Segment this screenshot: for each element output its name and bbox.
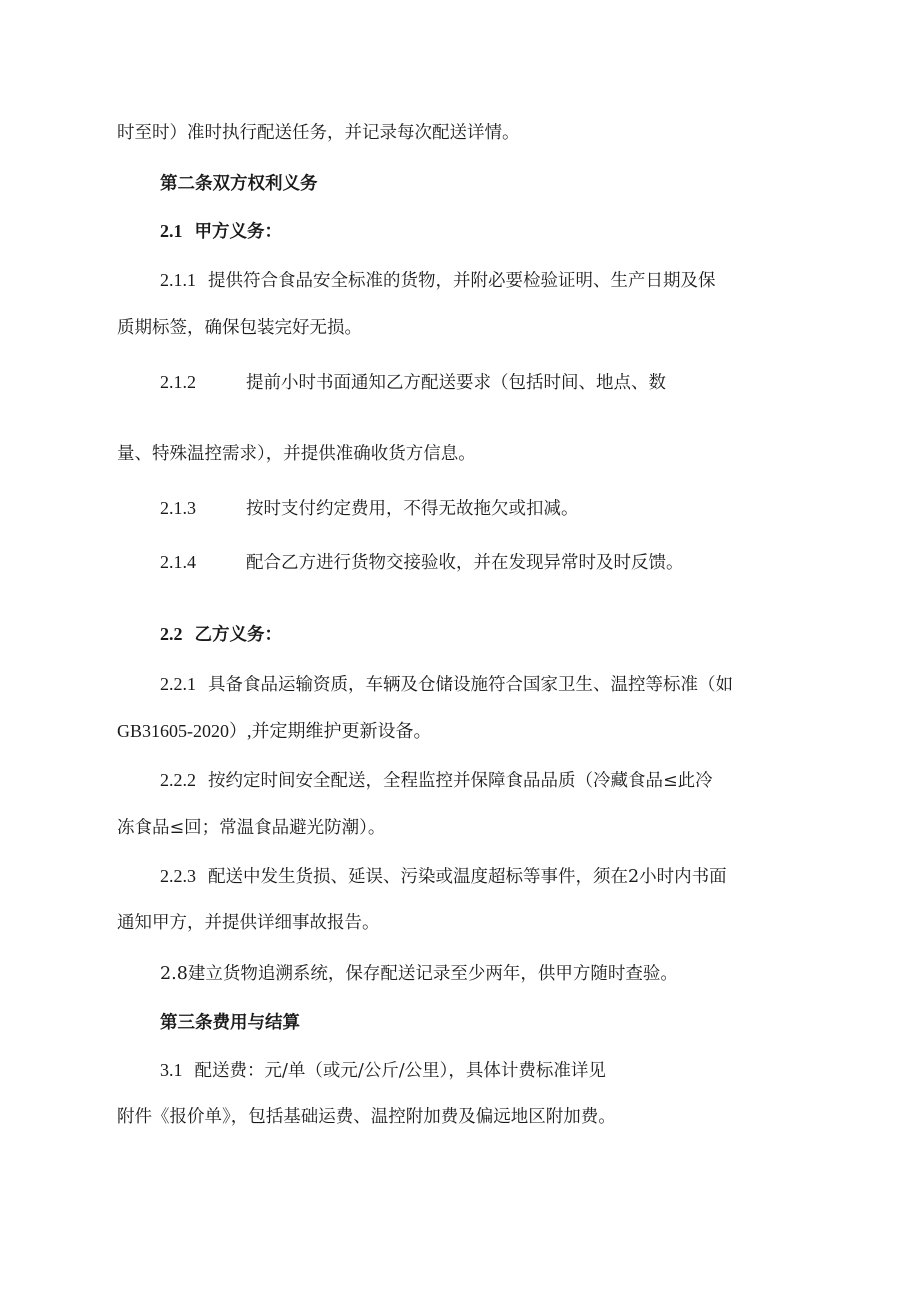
paragraph-line: 量、特殊温控需求），并提供准确收货方信息。 xyxy=(117,444,476,464)
clause-number: 2.2.1 xyxy=(160,674,196,694)
clause-2-2-1 xyxy=(160,672,733,697)
clause-text: 甲方义务： xyxy=(194,222,282,242)
paragraph-line: 附件《报价单》，包括基础运费、温控附加费及偏远地区附加费。 xyxy=(117,1107,616,1127)
clause-number: 2.2.2 xyxy=(160,770,196,790)
clause-2-8: 2.8建立货物追溯系统，保存配送记录至少两年，供甲方随时查验。 xyxy=(160,964,678,984)
paragraph-line: 冻食品≤回；常温食品避光防潮）。 xyxy=(117,818,386,838)
clause-text: 乙方义务： xyxy=(194,625,282,645)
clause-number: 2.1 xyxy=(160,221,183,241)
clause-text: 配合乙方进行货物交接验收，并在发现异常时及时反馈。 xyxy=(246,553,684,573)
paragraph-line: GB31605-2020）,并定期维护更新设备。 xyxy=(117,721,432,741)
clause-number: 2.1.1 xyxy=(160,270,196,290)
section-heading-2: 第二条双方权利义务 xyxy=(160,174,318,194)
section-heading-3: 第三条费用与结算 xyxy=(160,1013,300,1033)
clause-text: 提供符合食品安全标准的货物，并附必要检验证明、生产日期及保 xyxy=(208,271,716,291)
clause-2-1-heading xyxy=(160,219,282,244)
clause-2-2-3 xyxy=(160,864,727,889)
clause-2-2-2 xyxy=(160,768,713,793)
clause-text: 具备食品运输资质，车辆及仓储设施符合国家卫生、温控等标准（如 xyxy=(208,675,733,695)
clause-number: 2.1.3 xyxy=(160,498,196,518)
clause-3-1 xyxy=(160,1058,606,1083)
clause-text: 按约定时间安全配送，全程监控并保障食品品质（冷藏食品≤此冷 xyxy=(208,771,713,791)
paragraph-line: 时至时）准时执行配送任务，并记录每次配送详情。 xyxy=(117,123,520,143)
clause-2-2-heading xyxy=(160,622,282,647)
clause-2-1-2 xyxy=(160,370,666,395)
paragraph-line: 质期标签，确保包装完好无损。 xyxy=(117,318,362,338)
clause-number: 2.1.4 xyxy=(160,552,196,572)
clause-number: 2.2.3 xyxy=(160,866,196,886)
paragraph-line: 通知甲方，并提供详细事故报告。 xyxy=(117,913,380,933)
clause-2-1-1 xyxy=(160,268,716,293)
clause-text: 配送费：元/单（或元/公斤/公里），具体计费标准详见 xyxy=(194,1061,606,1081)
clause-text: 提前小时书面通知乙方配送要求（包括时间、地点、数 xyxy=(246,373,666,393)
clause-number: 2.2 xyxy=(160,624,183,644)
clause-2-1-4 xyxy=(160,550,684,575)
clause-text: 按时支付约定费用，不得无故拖欠或扣减。 xyxy=(246,499,579,519)
clause-text: 配送中发生货损、延误、污染或温度超标等事件，须在2小时内书面 xyxy=(208,867,727,887)
clause-2-1-3 xyxy=(160,496,579,521)
clause-number: 3.1 xyxy=(160,1060,183,1080)
clause-number: 2.1.2 xyxy=(160,372,196,392)
